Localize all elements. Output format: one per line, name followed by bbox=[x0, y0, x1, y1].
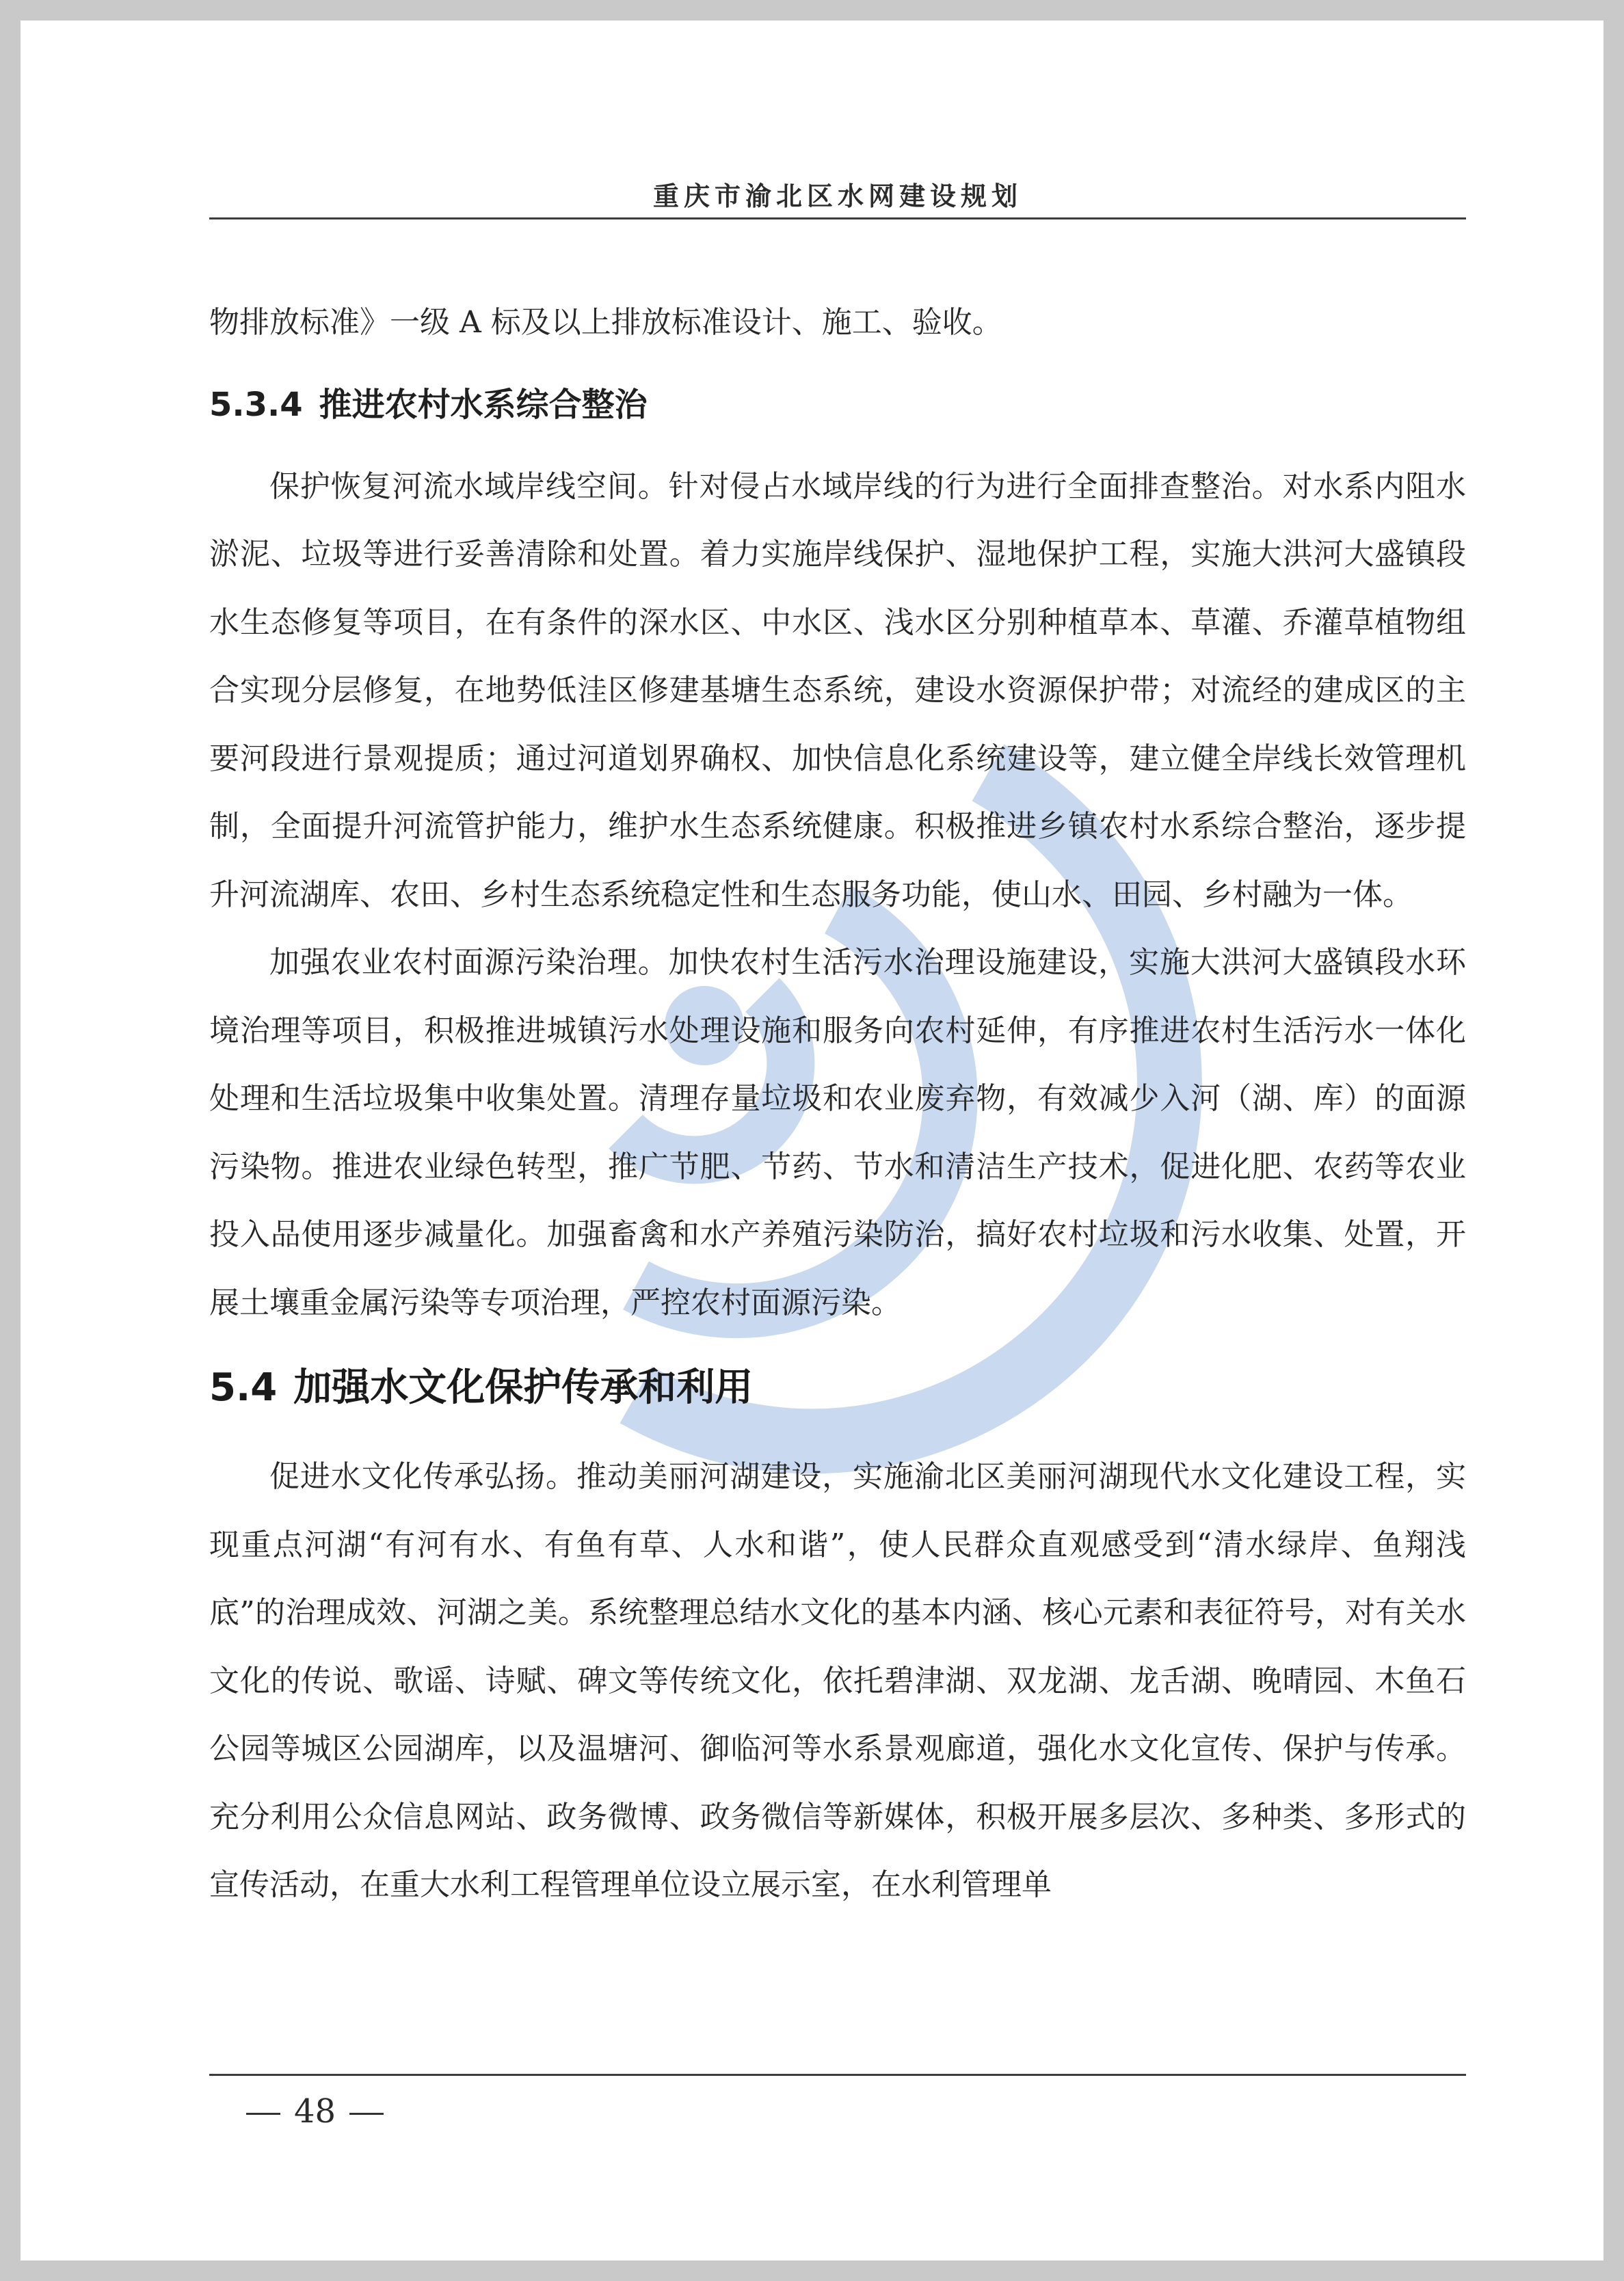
section-number: 5.4 bbox=[209, 1365, 278, 1410]
page-number-value: 48 bbox=[294, 2092, 336, 2131]
paragraph: 促进水文化传承弘扬。推动美丽河湖建设，实施渝北区美丽河湖现代水文化建设工程，实现重点河湖“有河有水、有鱼有草、人水和谐”，使人民群众直观感受到“清水绿岸、鱼翔浅底”的治理成效、河湖之美。系统整理总结水文化的基本内涵、核心元素和表征符号，对有关水文化的传说、歌谣、诗赋、碑文等传统文化，依托碧津湖、双龙湖、龙舌湖、晚晴园、木鱼石公园等城区公园湖库，以及温塘河、御临河等水系景观廊道，强化水文化宣传、保护与传承。充分利用公众信息网站、政务微博、政务微信等新媒体，积极开展多层次、多种类、多形式的宣传活动，在重大水利工程管理单位设立展示室，在水利管理单 bbox=[209, 1459, 1466, 1902]
section-title: 推进农村水系综合整治 bbox=[319, 385, 648, 424]
footer-rule bbox=[209, 2074, 1466, 2076]
running-header: 重庆市渝北区水网建设规划 bbox=[652, 181, 1022, 211]
dash-right bbox=[349, 2113, 384, 2115]
section-heading-5-4 bbox=[209, 1337, 1466, 1443]
page-number bbox=[246, 2092, 384, 2131]
header-rule bbox=[209, 217, 1466, 219]
section-number: 5.3.4 bbox=[209, 385, 303, 424]
dash-left bbox=[246, 2113, 280, 2115]
continuation-paragraph: 物排放标准》一级 A 标及以上排放标准设计、施工、验收。 bbox=[209, 305, 1002, 340]
body-text bbox=[209, 289, 1466, 1919]
document-page bbox=[21, 21, 1603, 2260]
section-title: 加强水文化保护传承和利用 bbox=[293, 1365, 754, 1410]
section-heading-5-3-4 bbox=[209, 357, 1466, 453]
paragraph: 保护恢复河流水域岸线空间。针对侵占水域岸线的行为进行全面排查整治。对水系内阻水淤泥、垃圾等进行妥善清除和处置。着力实施岸线保护、湿地保护工程，实施大洪河大盛镇段水生态修复等项目，在有条件的深水区、中水区、浅水区分别种植草本、草灌、乔灌草植物组合实现分层修复，在地势低洼区修建基塘生态系统，建设水资源保护带；对流经的建成区的主要河段进行景观提质；通过河道划界确权、加快信息化系统建设等，建立健全岸线长效管理机制，全面提升河流管护能力，维护水生态系统健康。积极推进乡镇农村水系综合整治，逐步提升河流湖库、农田、乡村生态系统稳定性和生态服务功能，使山水、田园、乡村融为一体。 bbox=[209, 468, 1466, 912]
paragraph: 加强农业农村面源污染治理。加快农村生活污水治理设施建设，实施大洪河大盛镇段水环境治理等项目，积极推进城镇污水处理设施和服务向农村延伸，有序推进农村生活污水一体化处理和生活垃圾集中收集处置。清理存量垃圾和农业废弃物，有效减少入河（湖、库）的面源污染物。推进农业绿色转型，推广节肥、节药、节水和清洁生产技术，促进化肥、农药等农业投入品使用逐步减量化。加强畜禽和水产养殖污染防治，搞好农村垃圾和污水收集、处置，开展土壤重金属污染等专项治理，严控农村面源污染。 bbox=[209, 945, 1466, 1320]
